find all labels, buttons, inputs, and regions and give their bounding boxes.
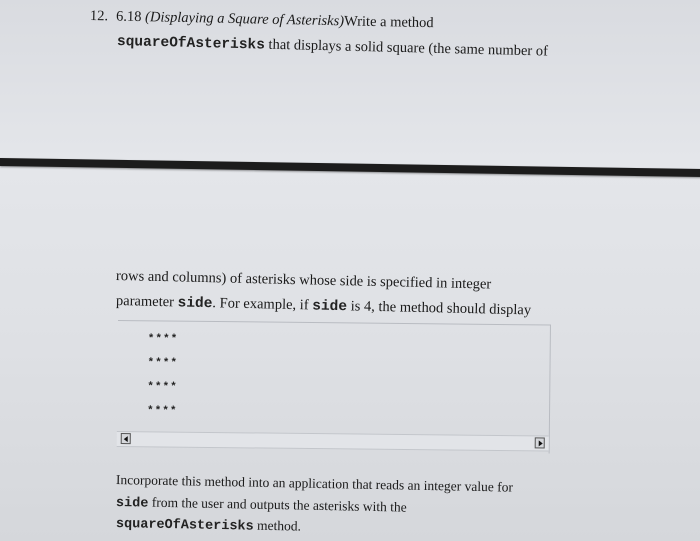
param-name-2: side: [115, 496, 149, 512]
output-row: ****: [146, 405, 178, 418]
method-name-2: squareOfAsterisks: [115, 517, 254, 535]
param-name: side: [177, 295, 213, 313]
question-line-6-tail: from the user and outputs the asterisks with the: [151, 494, 407, 515]
method-name: squareOfAsterisks: [116, 34, 266, 54]
scroll-right-arrow-icon[interactable]: [535, 437, 545, 448]
output-row: ****: [147, 333, 179, 346]
question-title: (Displaying a Square of Asterisks): [144, 9, 345, 30]
page-divider: [0, 158, 700, 177]
question-line-4-a: parameter: [115, 293, 175, 311]
question-line-1: [90, 8, 434, 32]
question-number: 12.: [89, 8, 109, 25]
question-line-5: Incorporate this method into an application that reads an integer value for: [115, 472, 514, 495]
scroll-left-arrow-icon[interactable]: [121, 433, 131, 444]
horizontal-scrollbar[interactable]: [117, 431, 549, 452]
param-name-inline: side: [312, 298, 348, 316]
sample-output-box: [117, 320, 551, 454]
output-row: ****: [147, 357, 179, 370]
question-line-2-tail: that displays a solid square (the same number of: [268, 36, 549, 60]
question-line-6: [116, 494, 407, 517]
question-line-3: rows and columns) of asterisks whose side is specified in integer: [115, 268, 492, 293]
question-line-7-tail: method.: [256, 517, 302, 534]
question-line-2: [117, 33, 548, 61]
question-line-4-b: . For example, if: [212, 295, 309, 314]
question-header: [0, 0, 700, 160]
question-line-7: [116, 515, 301, 536]
output-row: ****: [147, 381, 178, 394]
question-line-4: [116, 293, 531, 319]
question-line-4-c: is 4, the method should display: [350, 298, 532, 319]
section-number: 6.18: [115, 8, 142, 26]
question-line-1-tail: Write a method: [343, 13, 434, 32]
